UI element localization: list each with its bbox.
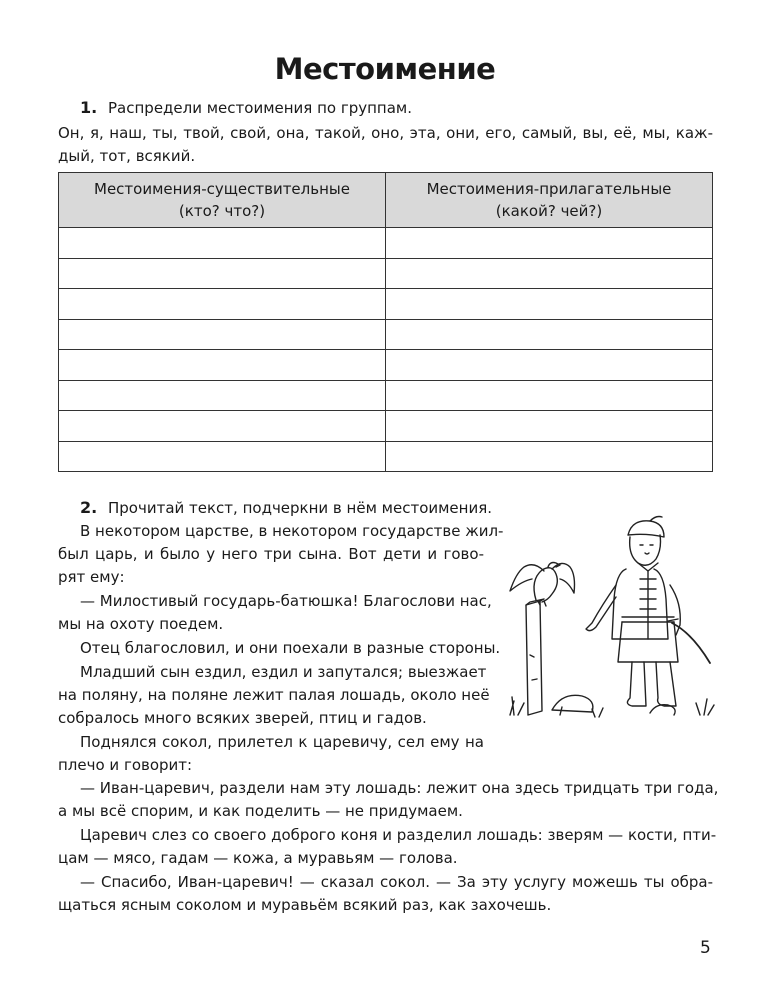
story-line: щаться ясным соколом и муравьём всякий раз, как захочешь.	[58, 896, 552, 914]
column-header-nouns-title: Местоимения-существительные	[94, 180, 350, 198]
table-cell[interactable]	[386, 319, 713, 350]
table-row	[59, 350, 713, 381]
table-cell[interactable]	[386, 289, 713, 320]
story-line: собралось много всяких зверей, птиц и гадов.	[58, 709, 427, 727]
table-row	[59, 228, 713, 259]
column-header-nouns-questions: (кто? что?)	[178, 202, 266, 220]
table-cell[interactable]	[59, 289, 386, 320]
table-header-row	[59, 173, 713, 228]
table-cell[interactable]	[386, 411, 713, 442]
table-cell[interactable]	[386, 350, 713, 381]
table-cell[interactable]	[59, 319, 386, 350]
table-cell[interactable]	[59, 258, 386, 289]
story-line: рят ему:	[58, 568, 125, 586]
page-title: Местоимение	[274, 52, 496, 86]
task1-word-line-2: дый, тот, всякий.	[58, 147, 196, 165]
table-cell[interactable]	[386, 258, 713, 289]
story-line: — Милостивый государь-батюшка! Благослови нас,	[80, 592, 492, 610]
table-row	[59, 289, 713, 320]
task1-instruction: Распредели местоимения по группам.	[108, 99, 413, 117]
rock-icon	[552, 695, 593, 712]
task1-header	[80, 98, 412, 117]
table-row	[59, 441, 713, 472]
tsarevich-figure-icon	[586, 517, 710, 707]
story-line: плечо и говорит:	[58, 756, 193, 774]
story-line: был царь, и было у него три сына. Вот дети и гово-	[58, 545, 484, 563]
story-line: а мы всё спорим, и как поделить — не придумаем.	[58, 802, 463, 820]
table-cell[interactable]	[59, 228, 386, 259]
column-header-adjectives-questions: (какой? чей?)	[495, 202, 603, 220]
task1-number: 1.	[80, 98, 98, 117]
column-header-adjectives-title: Местоимения-прилагательные	[426, 180, 672, 198]
task1-word-line-1: Он, я, наш, ты, твой, свой, она, такой, оно, эта, они, его, самый, вы, её, мы, каж-	[58, 124, 713, 142]
story-line: мы на охоту поедем.	[58, 615, 224, 633]
column-header-nouns	[59, 173, 386, 228]
table-cell[interactable]	[386, 441, 713, 472]
task2-instruction: Прочитай текст, подчеркни в нём местоимения.	[108, 499, 493, 517]
table-row	[59, 380, 713, 411]
story-line: — Спасибо, Иван-царевич! — сказал сокол. — За эту услугу можешь ты обра-	[80, 873, 713, 891]
pronoun-groups-table	[58, 172, 713, 472]
story-line: — Иван-царевич, раздели нам эту лошадь: лежит она здесь тридцать три года,	[80, 779, 719, 797]
table-cell[interactable]	[59, 380, 386, 411]
story-line: Младший сын ездил, ездил и запутался; выезжает	[80, 663, 487, 681]
table-cell[interactable]	[386, 380, 713, 411]
grass-icon	[510, 697, 714, 717]
page-number: 5	[700, 938, 711, 958]
table-cell[interactable]	[386, 228, 713, 259]
post-icon	[526, 599, 544, 715]
table-row	[59, 411, 713, 442]
story-line: Царевич слез со своего доброго коня и разделил лошадь: зверям — кости, пти-	[80, 826, 717, 844]
table-cell[interactable]	[59, 350, 386, 381]
story-line: В некотором царстве, в некотором государстве жил-	[80, 522, 504, 540]
table-row	[59, 258, 713, 289]
task2-header	[80, 498, 492, 517]
story-line: на поляну, на поляне лежит палая лошадь, около неё	[58, 686, 490, 704]
story-line: цам — мясо, гадам — кожа, а муравьям — голова.	[58, 849, 458, 867]
tsarevich-falcon-illustration	[500, 505, 720, 725]
table-cell[interactable]	[59, 441, 386, 472]
story-line: Отец благословил, и они поехали в разные стороны.	[80, 639, 501, 657]
story-line: Поднялся сокол, прилетел к царевичу, сел ему на	[80, 733, 484, 751]
table-cell[interactable]	[59, 411, 386, 442]
task2-number: 2.	[80, 498, 98, 517]
table-row	[59, 319, 713, 350]
column-header-adjectives	[386, 173, 713, 228]
